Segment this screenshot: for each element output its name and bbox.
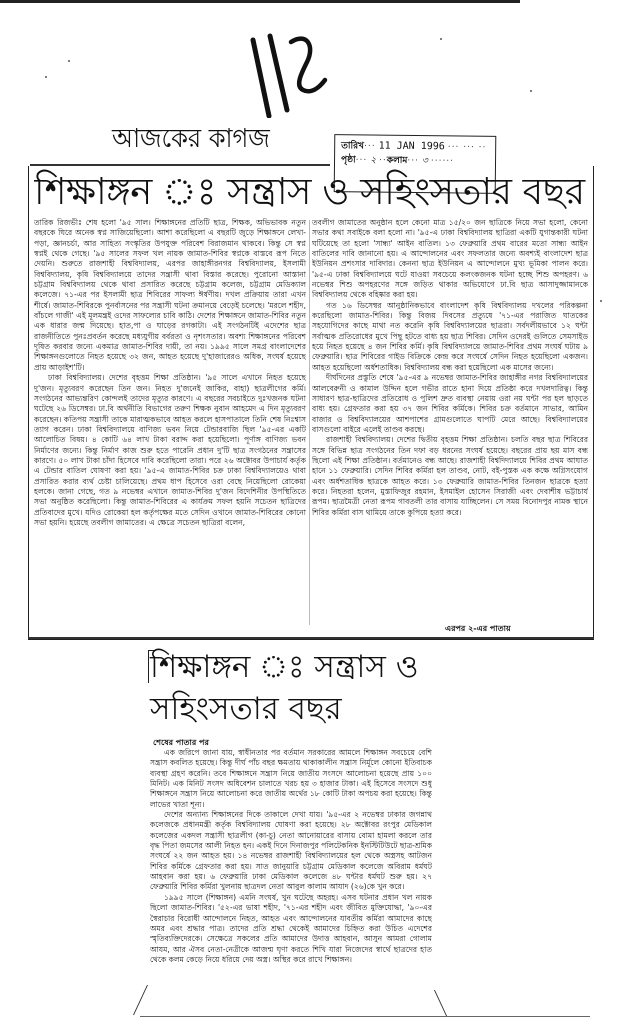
article-2-headline — [150, 646, 450, 736]
article-1-paragraph: গত ১৬ ডিসেম্বর আনুষ্ঠানিকভাবে বাংলাদেশ কৃষি বিশ্ববিদ্যালয় দখলের পরিকল্পনা করেছিলো জামাত-শিবির। কিন্তু বিজয় দিবসের প্রত্যুষে '৭১-এর পরাজিত ঘাতকের সহযোগিদের কাছে মাথা নত করেনি কৃষি বিশ্ববিদ্যালয়ের ছাত্ররা। সর্বদলীয়ভাবে ১২ ঘন্টা সর্বাত্মক প্রতিরোধের মুখে পিছু হটতে বাধ্য হয় ছাত্র শিবির। সেদিন ওদেরই গুলিতে সেমসাইড হয়ে নিহত হয়েছে ৪ জন শিবির কর্মি। কৃষি বিশ্ববিদ্যালয়ে জামাত-শিবির প্রথম সংঘর্ষ ঘটায় ৯ ফেব্রুয়ারি। ছাত্র শিবিরের গাইড বিক্রিকে কেন্দ্র করে সংঘর্ষে সেদিন নিহত হয়েছিলো একজন। আহত হয়েছিলো অর্ধশতাধিক। বিশ্ববিদ্যালয় বন্ধ করা হয়েছিলো এক মাসের জন্যে। — [312, 300, 588, 372]
handwritten-stroke-2 — [270, 36, 287, 110]
stamp-column-value: ৩ — [421, 156, 428, 167]
scan-edge-bar — [0, 0, 520, 3]
stamp-column-label: কলাম — [386, 155, 408, 166]
article-1-paragraph: দীর্ঘদিনের প্রস্তুতি শেষে '৯৫-এর ৯ নভেম্বর জামাত-শিবির জাহাঙ্গীর নগর বিশ্ববিদ্যালয়ের আলবেরুনী ও কামাল উদ্দিন হলে গভীর রাতে হানা দিয়ে প্রতিষ্ঠা করে দখলদারিত্ব। কিন্তু সাধারণ ছাত্র-ছাত্রিদের প্রতিরোধ ও পুলিশ দ্রুত ব্যবস্থা নেয়ায় ওরা নয় ঘন্টা পর হল ছাড়তে বাধ্য হয়। গ্রেফতার করা হয় ৩৭ জন শিবির কর্মিকে। শিবির চক্র বর্তমানে সাভার, আমিন বাজার ও বিশ্ববিদ্যালয়ের আশপাশের গ্রামগুলোতে ঘাপটি মেরে আছে। বিশ্ববিদ্যালয়ের বাসগুলো বাইরে এলেই তাণ্ডব করছে। — [312, 373, 588, 434]
bottom-rule — [140, 1016, 590, 1017]
stamp-page-value: ২ — [370, 155, 377, 166]
article-1-paragraph: তারিক রিজভীঃ শেষ হলো '৯৫ সাল। শিক্ষাঙ্গনের প্রতিটি ছাত্র, শিক্ষক, অভিভাবক নতুন বছরকে ঘিরে অনেক স্বপ্ন সাজিয়েছিলো। আশা করেছিলো এ বছরটি জুড়ে শিক্ষাঙ্গনে লেখা-পড়া, জ্ঞানচর্চা, আর সাহিত্য সংস্কৃতির উপযুক্ত পরিবেশ বিরাজমান থাকবে। কিন্তু সে স্বপ্ন স্বপ্নই থেকে গেছে। '৯৫ সালের সফল খল নায়ক জামাত-শিবির স্বপ্নকে বাস্তবে রূপ নিতে দেয়নি। শুরুতে রাজশাহী বিশ্ববিদ্যালয়, এরপর জাহাঙ্গীরনগর বিশ্ববিদ্যালয়, ইসলামী বিশ্ববিদ্যালয়, কৃষি বিশ্ববিদ্যালয়ে তাদের সন্ত্রাসী থাবা বিস্তার করেছে। পুরোনো আস্তানা চট্টগ্রাম বিশ্ববিদ্যালয় থেকে থাবা প্রসারিত করেছে চট্টগ্রাম কলেজ, চট্টগ্রাম মেডিক্যাল কলেজে। ৭১-এর পর ইসলামী ছাত্র শিবিরের সাফল্য ঈর্ষণীয়। দখল প্রক্রিয়ায় তারা এখন শীর্ষে। জামাত-শিবিরকে পুনর্বাসনের পর সন্ত্রাসী ঘটনা ক্রমানয়ে বেড়েই চলেছে। 'মরলে শহীদ, বাঁচলে গাজী' এই মূলমন্ত্রই ওদের সাফল্যের চাবি কাঠি। দেশের শিক্ষাঙ্গনে জামাত-শিবির নতুন এক ধারার জন্ম দিয়েছে। হাত,পা ও ঘাড়ের রগকাটা। এই সংগঠনটিই এদেশের ছাত্র রাজনীতিতে পুনঃপ্রবর্তন করেছে মধ্যযুগীয় বর্বরতা ও নৃশংসতার। অবশ্য শিক্ষাঙ্গনের পরিবেশ দূষিত করবার জন্যে একমাত্র জামাত-শিবির দায়ী, তা নয়। ১৯৯৫ সালে সমগ্র বাংলাদেশের শিক্ষাঙ্গনগুলোতে নিহত হয়েছে ৩২ জন, আহত হয়েছে দু'হাজারেরও অধিক, সংঘর্ষ হয়েছে প্রায় আড়াইশ'টি। — [34, 218, 306, 372]
continued-from-label: শেষের পাতার পর — [153, 738, 209, 747]
scan-speck — [45, 76, 47, 78]
article-2-headline-line-2: সহিংসতার বছর — [150, 691, 342, 727]
article-1-bottom-rule — [28, 637, 594, 639]
article-1-headline: শিক্ষাঙ্গন ঃ সন্ত্রাস ও সহিংসতার বছর — [34, 170, 585, 213]
continued-on-jump: এরপর ২-এর পাতায় — [445, 624, 511, 633]
article-2-paragraph: দেশের অন্যান্য শিক্ষাঙ্গনের দিকে তাকালে দেখা যায়। '৯৫-এর ২ নভেম্বর ঢাকার জগন্নাথ কলেজকে প্রধানমন্ত্রী কর্তৃক বিশ্ববিদ্যালয় ঘোষণা করা হয়েছে। ২৮ অক্টোবর রংপুর মেডিকাল কলেজের একদল সন্ত্রাসী ছাত্রলীগ (কা-চু) নেতা আনোয়ারের বাসায় বোমা হামলা করলে তার বৃদ্ধ পিতা জমসের আলী নিহত হন। একই দিনে দিনাজপুর পলিটেকনিক ইনস্টিটিউটে ছাত্র-শ্রমিক সংঘর্ষে ২২ জন আহত হয়। ১৪ নভেম্বর রাজশাহী বিশ্ববিদ্যালয়ের হল থেকে অস্ত্রসহ আটজন শিবির কর্মিকে গ্রেফতার করা হয়। সাত জানুয়ারি চট্টগ্রাম মেডিকাল কলেজে অবিরাম ধর্মঘট আহবান করা হয়। ৬ ফেব্রুয়ারি ঢাকা মেডিকাল কলেজে ৪৮ ঘন্টার ধর্মঘট শুরু হয়। ২৭ ফেব্রুয়ারি শিবির কর্মিরা খুলনায় ছাত্রদল নেতা আবুল কালাম আযাদ (২৬)কে খুন করে। — [150, 810, 432, 892]
article-1-column-2 — [312, 218, 588, 618]
scan-speck — [530, 90, 532, 92]
article-1-paragraph: রাজশাহী বিশ্ববিদ্যালয়। দেশের দ্বিতীয় বৃহত্তম শিক্ষা প্রতিষ্ঠান। চলতি বছর ছাত্র শিবিরের সঙ্গে বিভিন্ন ছাত্র সংগঠনের তিন দফা বড় ধরনের সংঘর্ষ হয়েছে। বছরের প্রায় ছয় মাস বন্ধ ছিলো এই শিক্ষা প্রতিষ্ঠান। বর্তমানেও বন্ধ আছে। রাজশাহী বিশ্বদিদ্যালয়ে শিবির প্রথম আঘাত হানে ১১ ফেব্রুয়ারি। সেদিন শিবির কর্মিরা হল তাণ্ডব, নোট, বই-পুস্তক এক কক্ষে অগ্নিসংযোগ এবং অর্ধশতাধিক ছাত্রকে আহত করে। ১৩ ফেব্রুয়ারি জামাত-শিবির তিনজন ছাত্রকে হত্যা করে। নিহতরা হলেন, মুস্তাফিজুর রহমান, ইসমাইল হোসেন সিরাজী এবং দেবাশীষ ভট্টাচার্য রূপম। ছাত্রমৈত্রী নেতা রূপম গাবতলী তার বাসায় যাচ্ছিলেন। সে সময় বিনোদপুর নামক স্থানে শিবির কর্মিরা বাস থামিয়ে তাকে কুপিয়ে হত্যা করে। — [312, 435, 588, 517]
article-2-paragraph: ১৯৯৫ সালে (শিক্ষাঙ্গন) এমনি সংঘর্ষ, খুন ঘটেছে অহরহ। এসব ঘটনার প্রধান খল নায়ক ছিলো জামাত-শিবির। '৫২-এর ভাষা শহীদ, '৭১-এর শহীদ এবং জীবিত মুক্তিযোদ্ধা, '৯০-এর স্বৈরাচার বিরোধী আন্দোলনে নিহত, আহত এবং আন্দোলনের যাবতীয় কর্মিরা আমাদের কাছে অমর এবং শ্রদ্ধার পাত্র। তাদের প্রতি শ্রদ্ধা থেকেই আমাদের চিহ্নিত করা উচিত এদেশের স্মৃতিব্যক্তিদেরকে। সেক্ষেত্রে সকলের প্রতি আমাদের উদাত্ত আহবান, আসুন আমরা গোলাম আযম, আর ঐসব নেতা-নেত্রীকে আজন্ম ঘৃণা করতে শিখি যারা নিজেদের স্বার্থে ছাত্রদের হাত থেকে কলম কেড়ে নিয়ে ধরিয়ে দেয় অস্ত্র। অস্থির করে রাখে শিক্ষাঙ্গন। — [150, 892, 432, 964]
stamp-date-row — [341, 139, 489, 155]
stamp-date-value: 11 JAN 1996 — [378, 140, 445, 153]
article-2-paragraph: এক জরিপে জানা যায়, স্বাধীনতার পর বর্তমান সরকারের আমলে শিক্ষাঙ্গন সবচেয়ে বেশি সন্ত্রাস কবলিত হয়েছে। কিন্তু দীর্ঘ পাঁচ বছর ক্ষমতায় থাকাকালীন সন্ত্রাস নির্মূলে কোনো ইতিবাচক ব্যবস্থা গ্রহণ করেনি। তবে শিক্ষাঙ্গনে সন্ত্রাস নিয়ে জাতীয় সংসদে আলোচনা হয়েছে প্রায় ১০০ মিনিট। এক মিনিট সংসদ অধিবেশন চালাতে খরচ হয় ৩ হাজার টাকা। এই হিসেবে সংসদে শুধু শিক্ষাঙ্গনে সন্ত্রাস নিয়ে আলোচনা করে জাতীয় অর্থের ১৮ কোটি টাকা অপচয় করা হয়েছে। কিন্তু লাভের খাতা শূন্য। — [150, 748, 432, 809]
stamp-dots: ··· ··· ·· — [447, 142, 487, 153]
article-2-headline-line-1: শিক্ষাঙ্গন ঃ সন্ত্রাস ও — [150, 649, 419, 685]
scan-speck — [440, 38, 442, 40]
stamp-page-label: পৃষ্ঠা — [340, 155, 356, 166]
stamp-dots: ······ — [430, 156, 455, 167]
handwritten-stroke-1 — [253, 40, 269, 116]
stamp-dots: ··· — [355, 155, 368, 166]
article-2-body — [150, 748, 432, 1016]
stamp-dots: ·· — [379, 155, 387, 166]
scan-speck — [600, 300, 602, 302]
handwritten-number — [245, 28, 335, 118]
newspaper-masthead: আজকের কাগজ — [112, 122, 270, 154]
scan-speck — [68, 60, 70, 62]
stamp-dots: ··· — [407, 155, 420, 167]
stamp-date-label: তারিখ — [341, 141, 365, 152]
article-1-column-1 — [34, 218, 306, 634]
stamp-dots: ··· — [363, 141, 376, 152]
handwritten-stroke-3 — [291, 39, 325, 92]
article-1-paragraph: ঢাকা বিশ্ববিদ্যালয়। দেশের বৃহত্তম শিক্ষা প্রতিষ্ঠান। '৯৫ সালে এখানে নিহত হয়েছে দু'জন। মৃত্যুবরণ করেছেন তিন জন। নিহত দু'জনেই জাকির, বাহা) ছাত্রলীগের কর্মি। সংগঠনের আভ্যন্তরিণ কোন্দলই তাদের মৃত্যুর কারণে। এ বছরের সবচাইতে দুঃখজনক ঘটনা ঘটেছে ২৬ ডিসেম্বর। ঢা.বি অর্থনীতি বিভাগের তরুণ শিক্ষক নুবান আহমেদ এ দিন মৃত্যুবরণ করেছেন। কতিপয় সন্ত্রাসী তাকে মারাত্মকভাবে আহত করলে হাসপাতালে তিনি শেষ নিঃশ্বাস ত্যাগ করেন। ঢাকা বিশ্ববিদ্যালয়ে বাণিজ্য ভবন নিয়ে টেন্ডারবাজি ছিল '৯৫-এর একটি আলোচিত বিষয়। ৪ কোটি ৬৪ লাখ টাকা বরাদ্দ করা হয়েছিলো। পূর্ণাঙ্গ বাণিজ্য ভবন নির্মাণের জন্যে। কিন্তু নির্মাণ কাজ শুরু হতে পারেনি প্রধান দু'টি ছাত্র সংগঠনের সন্ত্রাসের কারণে। ৫০ লাখ টাকা চাঁদা হিসেবে দাবি করেছিলো তারা। পরে ২৬ অক্টোবর উপাচার্য কর্তৃক এ টেন্ডার বাতিল ঘোষণা করা হয়। '৯৫-এ জামাত-শিবির চক্র ঢাকা বিশ্ববিদ্যালয়েও থাবা প্রসারিত করার ব্যর্থ চেষ্টা চালিয়েছে। প্রথম ধাপ হিসেবে ওরা বেছে নিয়েছিলো রোকেয়া হলকে। জানা গেছে, গত ৯ নভেম্বর এখানে জামাত-শিবির দু'জন বিদেশিনীর উপস্থিতিতে সভা অনুষ্ঠিত করেছিলো। কিন্তু জামাত-শিবিরের এ কার্যক্রম সফল হয়নি সচেতন ছাত্রিদের প্রতিবাদের মুখে। যদিও রোকেয়া হল কর্তৃপক্ষের মতে সেদিন ওখানে জামাত-শিবিরের কোনো সভা হয়নি। হয়েছে তবলীগ জামাতের। এ ক্ষেত্রে সচেতন ছাত্রিরা বলেন, — [34, 373, 306, 527]
article-1-paragraph: তবলীগ জামাতের অনুষ্ঠান হলে কেনো মাত্র ১৫/২০ জন ছাত্রিকে নিয়ে সভা হলো, কেনো সভার কথা সবাইকে বলা হলো না। '৯৫-এ ঢাকা বিশ্ববিদ্যালয় ছাত্রিরা একটি যুগান্তকারী ঘটনা ঘটিয়েছে তা হলো 'সান্ধ্য' আইন বাতিল। ১৩ ফেব্রুয়ারি প্রথম বারের মতো সান্ধ্য আইন বাতিলের দাবি জানানো হয়। এ আন্দোলনের এবং সফলতার জন্যে অবশ্যই বাংলাদেশ ছাত্র ইউনিয়ন প্রশংসার দাবিদার। কেননা ছাত্র ইউনিয়ন এ আন্দোলনে মুখ্য ভূমিকা পালন করে। '৯৫-এ ঢাকা বিশ্ববিদ্যালয়ে ঘটে যাওয়া সবচেয়ে কলংকজনক ঘটনা হচ্ছে শিশু অপহরণ। ৬ নভেম্বর শিশু অপহরণের সঙ্গে জড়িত থাকার অভিযোগে ঢা.বি ছাত্র আসাদুজ্জামানকে বিশ্ববিদ্যালয় থেকে বহিষ্কার করা হয়। — [312, 218, 588, 300]
column-divider — [309, 220, 310, 625]
